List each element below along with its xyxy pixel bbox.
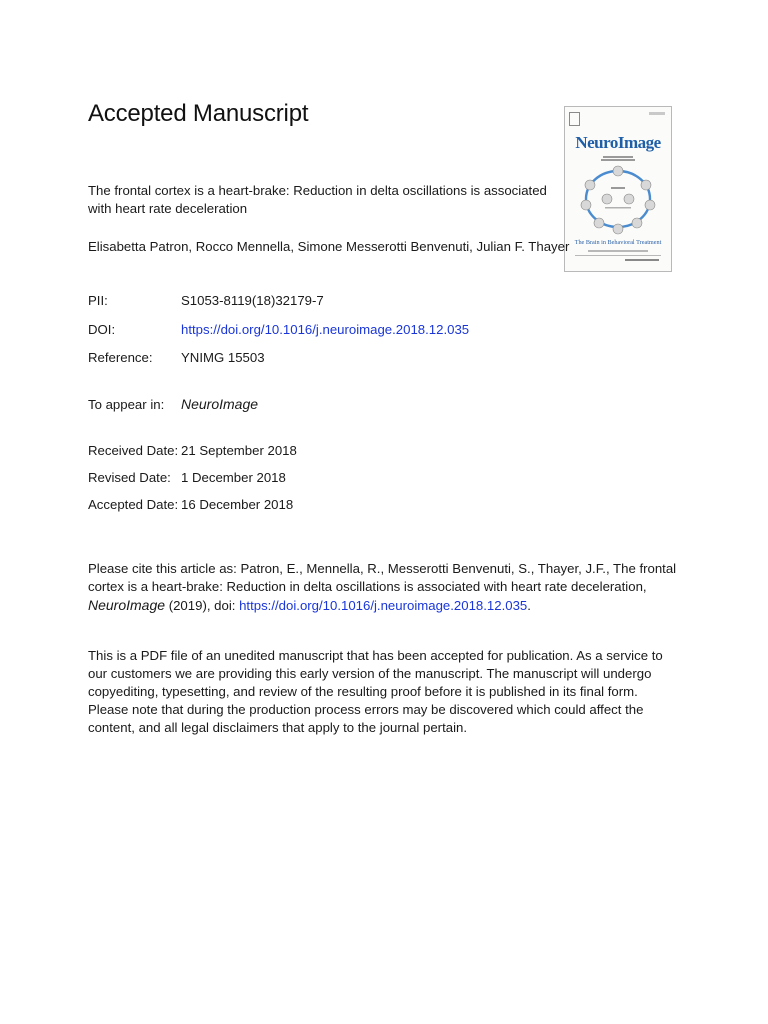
- cover-tag: [649, 112, 665, 115]
- accepted-date-value: 16 December 2018: [181, 497, 294, 512]
- pii-label: PII:: [88, 293, 108, 308]
- journal-cover-image: [564, 106, 672, 272]
- cover-editor-lines: [575, 250, 661, 264]
- cover-caption: The Brain in Behavioral Treatment: [574, 239, 662, 246]
- doi-label: DOI:: [88, 322, 116, 337]
- citation-year: (2019), doi:: [165, 598, 240, 613]
- article-title: The frontal cortex is a heart-brake: Reduction in delta oscillations is associated with heart rate deceleration: [88, 183, 547, 216]
- revised-date-value: 1 December 2018: [181, 470, 286, 485]
- citation-doi-link[interactable]: https://doi.org/10.1016/j.neuroimage.2018.12.035: [239, 598, 528, 613]
- revised-date-label: Revised Date:: [88, 470, 171, 485]
- received-date-value: 21 September 2018: [181, 443, 297, 458]
- cover-illustration-icon: [575, 161, 661, 237]
- publisher-logo-icon: [569, 112, 580, 126]
- accepted-date-label: Accepted Date:: [88, 497, 179, 512]
- cover-header: [565, 107, 671, 135]
- citation-text: Please cite this article as: Patron, E., Mennella, R., Messerotti Benvenuti, S., Thayer, J.F., The frontal cortex is a heart-brake: Reduction in delta oscillations is associated with heart rate deceleration,: [88, 561, 677, 594]
- received-date-label: Received Date:: [88, 443, 179, 458]
- citation-end: .: [527, 598, 531, 613]
- article-authors: Elisabetta Patron, Rocco Mennella, Simone Messerotti Benvenuti, Julian F. Thayer: [88, 239, 570, 254]
- reference-value: YNIMG 15503: [181, 350, 265, 365]
- appear-in-label: To appear in:: [88, 397, 165, 412]
- appear-in-journal: NeuroImage: [181, 396, 259, 412]
- reference-label: Reference:: [88, 350, 153, 365]
- citation-paragraph: [88, 560, 678, 615]
- manuscript-notice: This is a PDF file of an unedited manuscript that has been accepted for publication. As a service to our customers we are providing this early version of the manuscript. The manuscript will undergo copyediting, typesetting, and review of the resulting proof before it is published in its final form. Please note that during the production process errors may be discovered which could affect the content, and all legal disclaimers that apply to the journal pertain.: [88, 648, 663, 735]
- citation-journal: NeuroImage: [88, 597, 166, 613]
- doi-link[interactable]: https://doi.org/10.1016/j.neuroimage.2018.12.035: [181, 322, 470, 337]
- page-heading: Accepted Manuscript: [88, 100, 309, 127]
- cover-journal-name: NeuroImage: [575, 133, 661, 152]
- cover-subtitle-lines: [565, 154, 671, 161]
- pii-value: S1053-8119(18)32179-7: [181, 293, 324, 308]
